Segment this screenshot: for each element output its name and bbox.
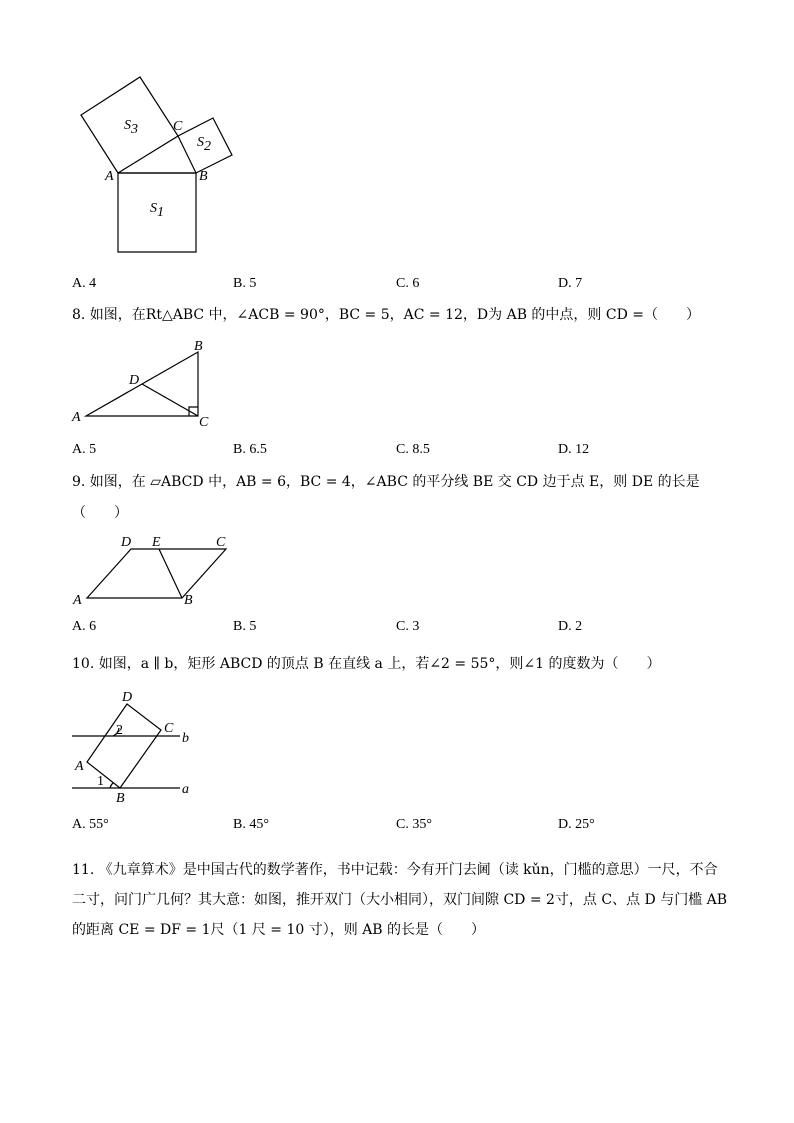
label-c: C: [216, 535, 226, 550]
option-b[interactable]: B. 6.5: [233, 442, 267, 457]
label-b: B: [116, 791, 125, 806]
label-s3: S3: [124, 118, 138, 137]
label-b: B: [194, 339, 203, 354]
label-a-line: a: [182, 782, 189, 797]
q11-line-3: 的距离 CE = DF = 1尺（1 尺 = 10 寸），则 AB 的长是（ ）: [72, 922, 486, 938]
option-d[interactable]: D. 25°: [558, 817, 595, 832]
q10-figure: [65, 685, 205, 807]
label-a: A: [105, 169, 114, 184]
option-b[interactable]: B. 5: [233, 619, 257, 634]
option-b[interactable]: B. 45°: [233, 817, 269, 832]
label-b: B: [184, 593, 193, 608]
label-b-line: b: [182, 731, 189, 746]
option-a[interactable]: A. 6: [72, 619, 97, 634]
q11-line-1: 11. 《九章算术》是中国古代的数学著作，书中记载：今有开门去阃（读 kǔn，门槛的意思）一尺，不合: [72, 862, 718, 878]
angle-1-label: 1: [97, 774, 104, 789]
option-a[interactable]: A. 4: [72, 276, 97, 291]
option-c[interactable]: C. 3: [396, 619, 420, 634]
label-a: A: [73, 593, 82, 608]
label-c: C: [173, 119, 183, 134]
label-d: D: [122, 690, 133, 705]
q7-figure: [60, 95, 260, 260]
q9-figure: [65, 530, 240, 610]
label-s2: S2: [197, 135, 211, 154]
option-a[interactable]: A. 55°: [72, 817, 109, 832]
label-d: D: [121, 535, 132, 550]
q10-stem: 10. 如图，a ∥ b，矩形 ABCD 的顶点 B 在直线 a 上，若∠2 = 55°，则∠1 的度数为（ ）: [72, 656, 661, 672]
option-d[interactable]: D. 2: [558, 619, 583, 634]
label-a: A: [75, 759, 84, 774]
option-c[interactable]: C. 6: [396, 276, 420, 291]
parallelogram-abcd: [87, 549, 226, 598]
option-d[interactable]: D. 7: [558, 276, 583, 291]
label-e: E: [152, 535, 161, 550]
label-c: C: [199, 415, 209, 430]
label-b: B: [199, 169, 208, 184]
q8-stem: 8. 如图，在Rt△ABC 中，∠ACB = 90°，BC = 5，AC = 12，D为 AB 的中点，则 CD =（ ）: [72, 307, 701, 323]
q8-figure: [65, 335, 225, 430]
q9-stem: 9. 如图，在 ▱ABCD 中，AB = 6，BC = 4，∠ABC 的平分线 BE 交 CD 边于点 E，则 DE 的长是: [72, 474, 700, 490]
angle-2-label: 2: [116, 723, 123, 738]
label-s1: S1: [150, 201, 164, 220]
label-d: D: [129, 373, 140, 388]
label-c: C: [164, 721, 174, 736]
q9-stem-cont: （ ）: [72, 505, 128, 521]
bisector-be: [159, 549, 182, 598]
option-d[interactable]: D. 12: [558, 442, 590, 457]
option-c[interactable]: C. 8.5: [396, 442, 430, 457]
q11-line-2: 二寸，问门广几何？其大意：如图，推开双门（大小相同），双门间隙 CD = 2寸，点 C、点 D 与门槛 AB: [72, 892, 728, 908]
option-b[interactable]: B. 5: [233, 276, 257, 291]
option-a[interactable]: A. 5: [72, 442, 97, 457]
option-c[interactable]: C. 35°: [396, 817, 432, 832]
angle-1-arc: [110, 783, 113, 788]
label-a: A: [72, 410, 81, 425]
